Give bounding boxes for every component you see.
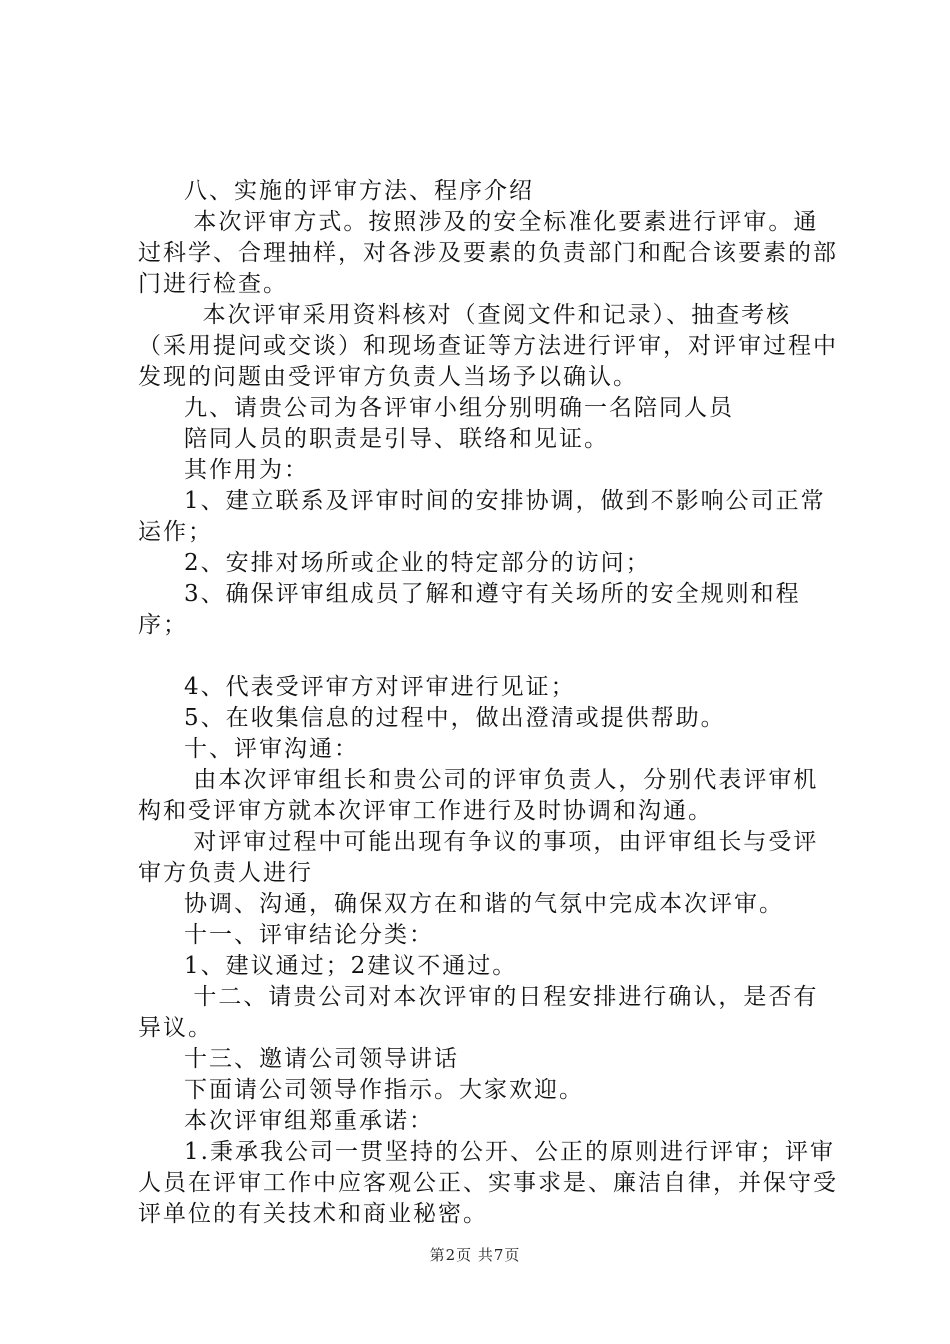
- paragraph: 本次评审组郑重承诺：: [184, 1108, 434, 1134]
- page-footer: 第2页 共7页: [429, 1246, 521, 1264]
- list-item: 5、在收集信息的过程中，做出澄清或提供帮助。: [184, 705, 726, 731]
- section-heading-13: 十三、邀请公司领导讲话: [184, 1046, 459, 1072]
- section-heading-8: 八、实施的评审方法、程序介绍: [184, 178, 534, 204]
- list-item: 1、建议通过；2建议不通过。: [184, 953, 518, 979]
- list-item: 4、代表受评审方对评审进行见证；: [184, 674, 576, 700]
- section-heading-10: 十、评审沟通：: [184, 736, 359, 762]
- list-item: 3、确保评审组成员了解和遵守有关场所的安全规则和程序；: [138, 581, 801, 638]
- section-heading-9: 九、请贵公司为各评审小组分别明确一名陪同人员: [184, 395, 734, 421]
- list-item: 1.秉承我公司一贯坚持的公开、公正的原则进行评审；评审人员在评审工作中应客观公正、实事求是、廉洁自律，并保守受评单位的有关技术和商业秘密。: [138, 1139, 838, 1227]
- paragraph: 由本次评审组长和贵公司的评审负责人，分别代表评审机构和受评审方就本次评审工作进行及时协调和沟通。: [138, 767, 819, 824]
- paragraph: 其作用为：: [184, 457, 309, 483]
- section-heading-11: 十一、评审结论分类：: [184, 922, 434, 948]
- paragraph: 协调、沟通，确保双方在和谐的气氛中完成本次评审。: [184, 891, 784, 917]
- list-item: 1、建立联系及评审时间的安排协调，做到不影响公司正常运作；: [138, 488, 826, 545]
- paragraph: 对评审过程中可能出现有争议的事项，由评审组长与受评审方负责人进行: [138, 829, 819, 886]
- document-body: [138, 176, 838, 1230]
- section-heading-12: 十二、请贵公司对本次评审的日程安排进行确认，是否有异议。: [138, 984, 819, 1041]
- paragraph: 下面请公司领导作指示。大家欢迎。: [184, 1077, 584, 1103]
- paragraph: 本次评审方式。按照涉及的安全标准化要素进行评审。通过科学、合理抽样，对各涉及要素的负责部门和配合该要素的部门进行检查。: [138, 209, 838, 297]
- paragraph: 本次评审采用资料核对（查阅文件和记录）、抽查考核（采用提问或交谈）和现场查证等方法进行评审，对评审过程中发现的问题由受评审方负责人当场予以确认。: [138, 302, 838, 390]
- list-item: 2、安排对场所或企业的特定部分的访问；: [184, 550, 651, 576]
- blank-line: [138, 641, 838, 672]
- paragraph: 陪同人员的职责是引导、联络和见证。: [184, 426, 609, 452]
